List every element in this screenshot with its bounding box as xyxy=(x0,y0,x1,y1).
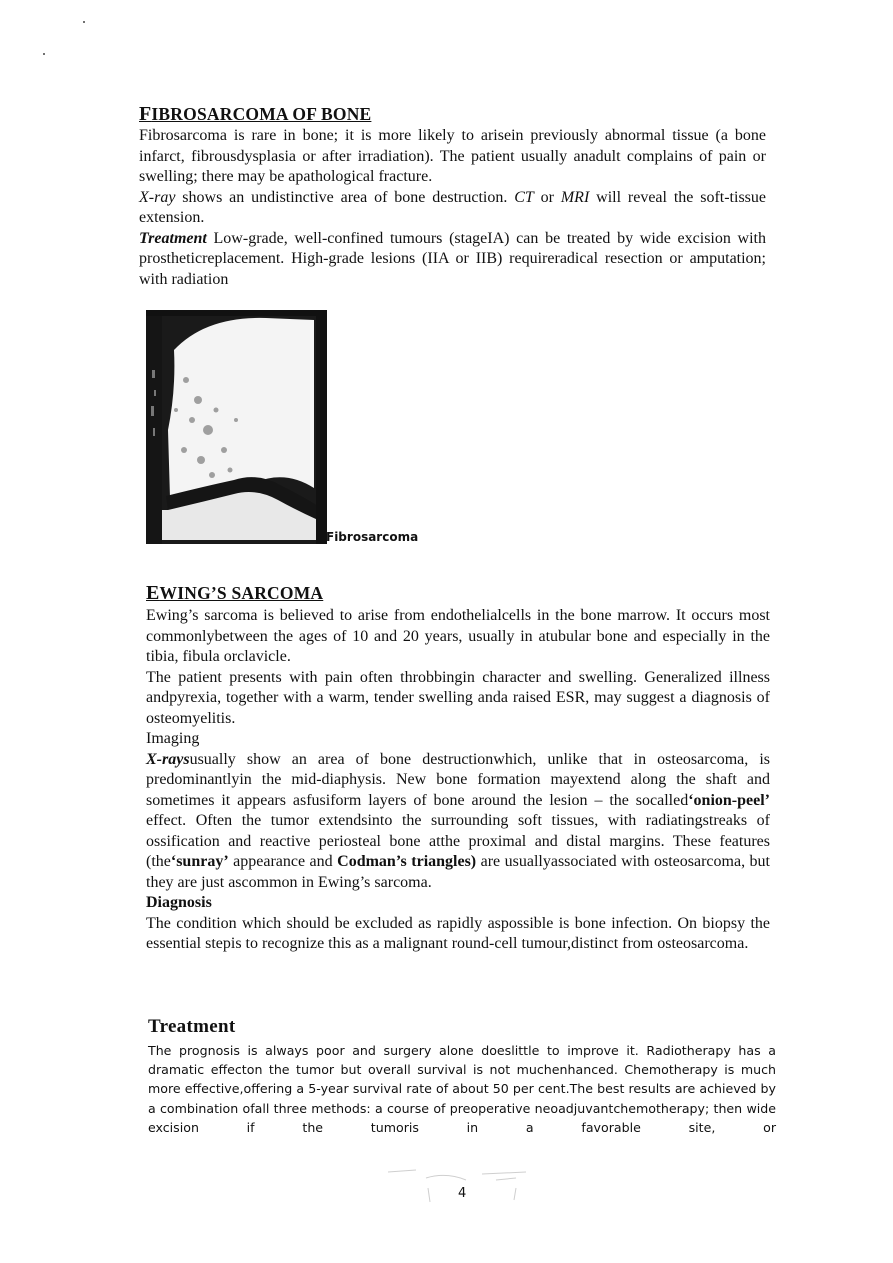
treatment-paragraph: The prognosis is always poor and surgery alone doeslittle to improve it. Radiotherapy has a dramatic effecton the tumor but overall survival is not muchenhanced. Chemotherapy is much more effective,offering a 5-year survival rate of about 50 per cent.The best results are achieved by a combination ofall three methods: a course of preoperative neoadjuvantchemotherapy; then wide excision if the tumoris in a favorable site, or xyxy=(148,1043,776,1135)
scan-speck xyxy=(43,53,45,55)
fibrosarcoma-paragraph-1: Fibrosarcoma is rare in bone; it is more likely to arisein previously abnormal tissue (a bone infarct, fibrousdysplasia or after irradiation). The patient usually anadult complains of pain or swelling; there may be apathological fracture. xyxy=(139,127,766,185)
imaging-label: Imaging xyxy=(146,730,200,747)
ewing-paragraph-4: The condition which should be excluded as rapidly aspossible is bone infection. On biopsy the essential stepis to recognize this as a malignant round-cell tumour,distinct from osteosarcoma. xyxy=(146,914,770,952)
scan-speck xyxy=(83,21,85,23)
fibrosarcoma-paragraph-3: Treatment Low-grade, well-confined tumours (stageIA) can be treated by wide excision with prostheticreplacement. High-grade lesions (IIA or IIB) requireradical resection or amputation; with radiation xyxy=(139,229,766,288)
fibrosarcoma-paragraph-2: X-ray shows an undistinctive area of bone destruction. CT or MRI will reveal the soft-tissue extension. xyxy=(139,188,766,226)
diagnosis-label: Diagnosis xyxy=(146,894,212,911)
fibrosarcoma-xray-figure xyxy=(146,310,327,544)
fibrosarcoma-heading: FIBROSARCOMA OF BONE xyxy=(139,103,372,125)
xray-image-icon xyxy=(146,310,327,544)
ewing-heading: EWING’S SARCOMA xyxy=(146,582,324,604)
ewing-paragraph-1: Ewing’s sarcoma is believed to arise from endothelialcells in the bone marrow. It occurs most commonlybetween the ages of 10 and 20 years, usually in atubular bone and especially in the tibia, fibula orclavicle. xyxy=(146,607,770,665)
page-number: 4 xyxy=(458,1186,467,1201)
figure-caption: Fibrosarcoma xyxy=(326,530,419,544)
ewing-body xyxy=(146,606,770,955)
ewing-paragraph-2: The patient presents with pain often throbbingin character and swelling. Generalized illness andpyrexia, together with a warm, tender swelling anda raised ESR, may suggest a diagnosis of osteomyelitis. xyxy=(146,668,770,727)
fibrosarcoma-body xyxy=(139,126,766,290)
treatment-heading: Treatment xyxy=(148,1016,236,1037)
ewing-paragraph-3: X-raysusually show an area of bone destructionwhich, unlike that in osteosarcoma, is predominantlyin the mid-diaphysis. New bone formation mayextend along the shaft and sometimes it appears asfusiform layers of bone around the lesion – the socalled‘onion-peel’ effect. Often the tumor extendsinto the surrounding soft tissues, with radiatingstreaks of ossification and reactive periosteal bone atthe proximal and distal margins. These features (the‘sunray’ appearance and Codman’s triangles) are usuallyassociated with osteosarcoma, but they are just ascommon in Ewing’s sarcoma. xyxy=(146,750,771,891)
treatment-body xyxy=(148,1041,776,1137)
